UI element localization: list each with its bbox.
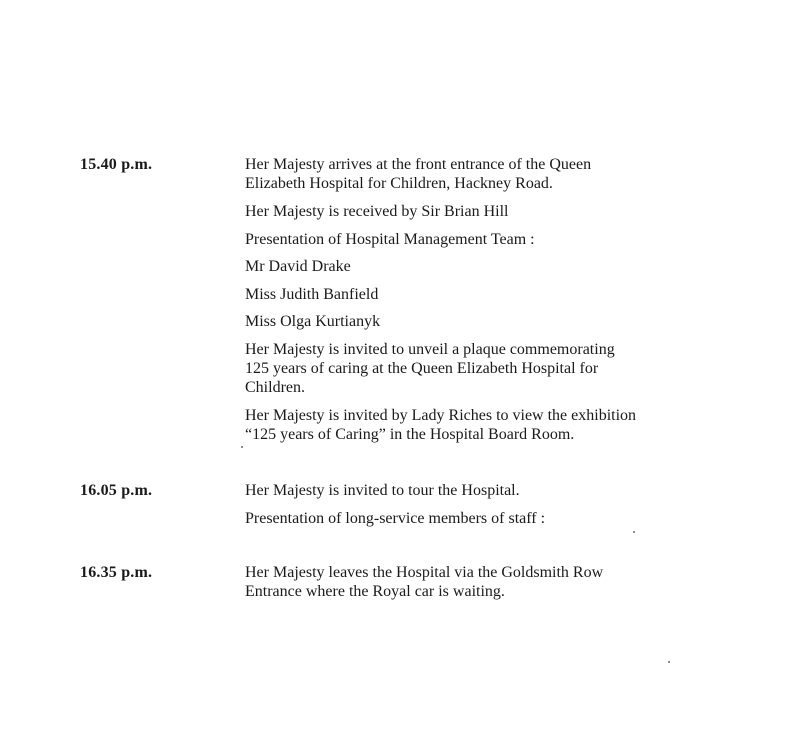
entry-line: Presentation of long-service members of staff : (245, 510, 546, 527)
entry-time: 15.40 p.m. (80, 156, 153, 173)
entry-time: 16.05 p.m. (80, 482, 153, 499)
scan-speck (633, 531, 635, 533)
entry-line: “125 years of Caring” in the Hospital Board Room. (245, 426, 575, 443)
entry-line: Miss Judith Banfield (245, 286, 379, 303)
entry-line: Her Majesty leaves the Hospital via the Goldsmith Row (245, 564, 604, 581)
entry-line: Her Majesty is received by Sir Brian Hill (245, 203, 509, 220)
entry-time: 16.35 p.m. (80, 564, 153, 581)
entry-line: Her Majesty arrives at the front entrance of the Queen (245, 156, 592, 173)
entry-line: Entrance where the Royal car is waiting. (245, 583, 505, 600)
entry-line: 125 years of caring at the Queen Elizabeth Hospital for (245, 360, 599, 377)
entry-line: Her Majesty is invited to tour the Hospital. (245, 482, 520, 499)
scan-speck (241, 446, 243, 448)
entry-line: Miss Olga Kurtianyk (245, 313, 381, 330)
scan-speck (668, 661, 670, 663)
entry-line: Her Majesty is invited to unveil a plaque commemorating (245, 341, 615, 358)
entry-line: Presentation of Hospital Management Team : (245, 231, 535, 248)
entry-line: Mr David Drake (245, 258, 351, 275)
entry-line: Children. (245, 379, 305, 396)
entry-line: Elizabeth Hospital for Children, Hackney Road. (245, 175, 553, 192)
entry-line: Her Majesty is invited by Lady Riches to view the exhibition (245, 407, 637, 424)
